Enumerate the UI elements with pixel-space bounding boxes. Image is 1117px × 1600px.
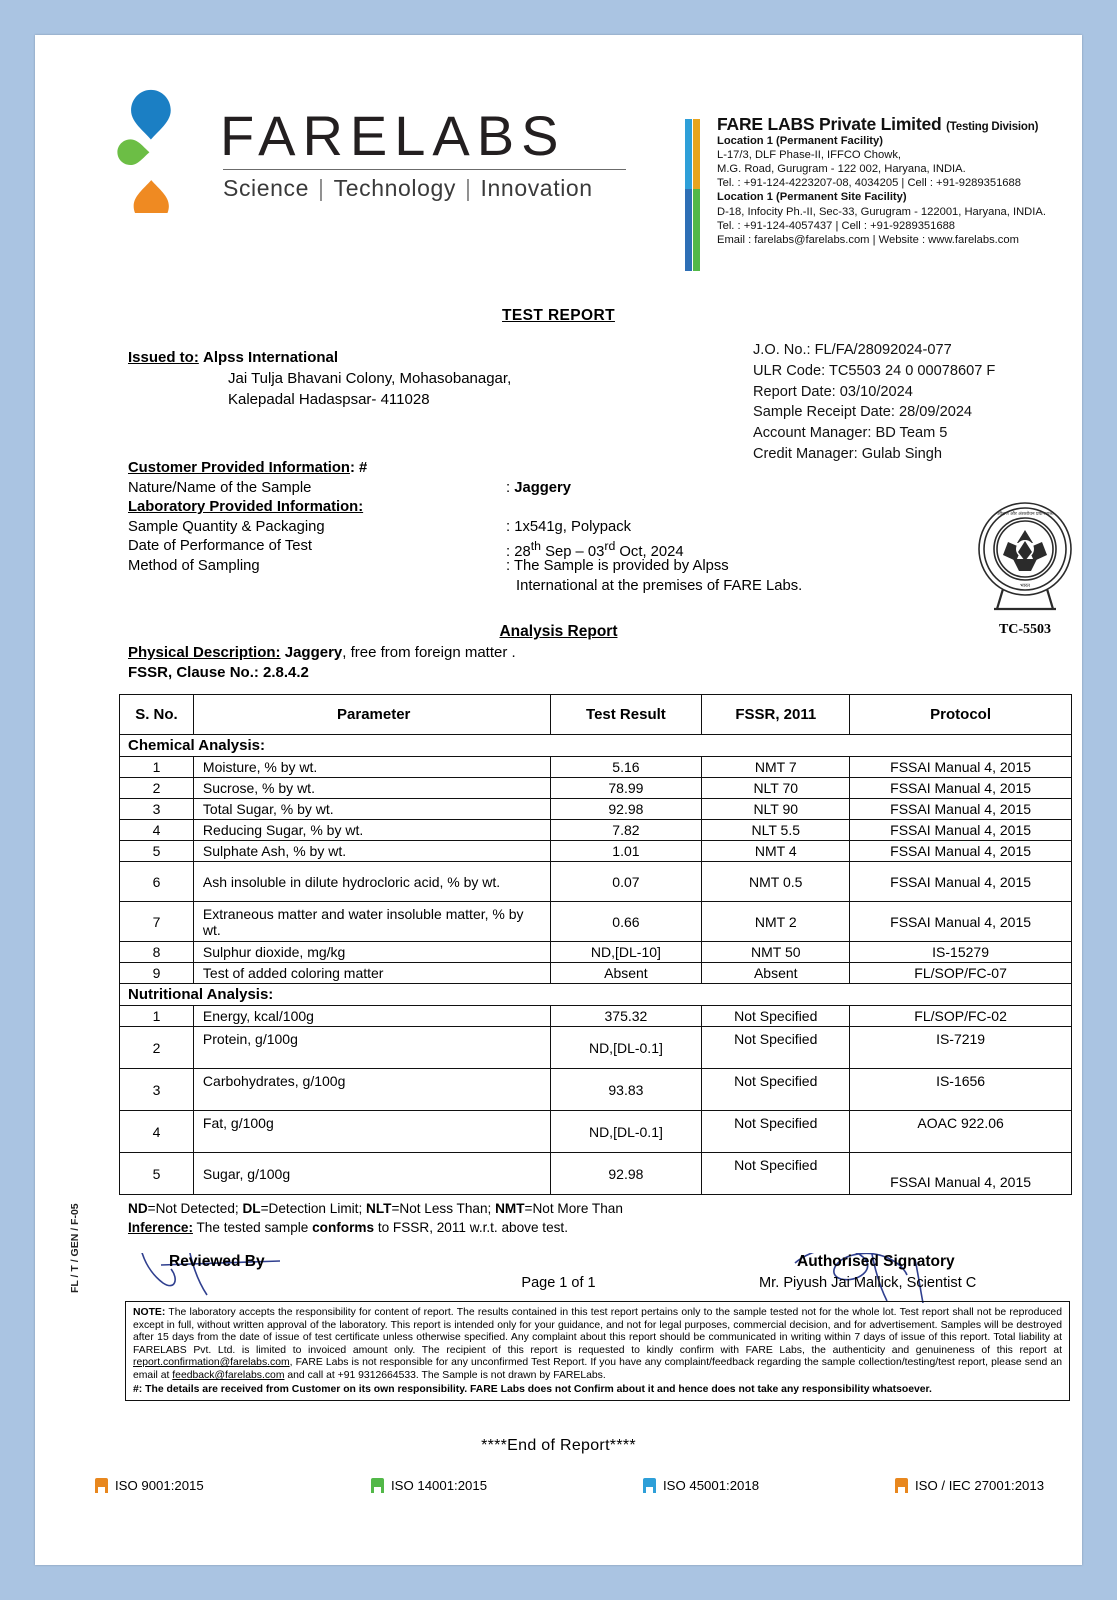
issued-to-address-line1: Jai Tulja Bhavani Colony, Mohasobanagar, xyxy=(228,370,512,387)
cell-fssr: NMT 7 xyxy=(702,757,850,778)
cell-protocol: FL/SOP/FC-02 xyxy=(850,1006,1072,1027)
company-email-website: Email : farelabs@farelabs.com | Website : www.farelabs.com xyxy=(717,233,1019,246)
cell-sno: 2 xyxy=(120,778,194,799)
signature-row xyxy=(35,1253,1082,1303)
col-header-parameter: Parameter xyxy=(193,695,550,735)
note-hash-disclaimer: #: The details are received from Customer on its own responsibility. FARE Labs does not Confirm about it and hence does not take any responsibility whatsoever. xyxy=(133,1383,932,1395)
note-body-3: and call at +91 9312664533. The Sample is not drawn by FARELabs. xyxy=(284,1369,606,1381)
cell-sno: 3 xyxy=(120,1069,194,1111)
certification-iso-27001: ISO / IEC 27001:2013 xyxy=(895,1478,1044,1493)
sample-quantity-value: : 1x541g, Polypack xyxy=(506,518,632,535)
jo-number: J.O. No.: FL/FA/28092024-077 xyxy=(753,342,952,358)
certification-iso-45001: ISO 45001:2018 xyxy=(643,1478,759,1493)
col-header-sno: S. No. xyxy=(120,695,194,735)
cell-parameter: Test of added coloring matter xyxy=(193,963,550,984)
farelabs-logo xyxy=(95,83,635,213)
cell-protocol: FSSAI Manual 4, 2015 xyxy=(850,862,1072,902)
cell-result: Absent xyxy=(550,963,702,984)
note-email-confirmation: report.confirmation@farelabs.com xyxy=(133,1357,290,1369)
signatory-name: Mr. Piyush Jai Mallick, Scientist C xyxy=(759,1275,977,1291)
cell-fssr: Absent xyxy=(702,963,850,984)
color-bars-icon xyxy=(685,119,707,271)
sample-receipt-date: Sample Receipt Date: 28/09/2024 xyxy=(753,404,973,421)
cell-fssr: Not Specified xyxy=(702,1006,850,1027)
cell-result: 375.32 xyxy=(550,1006,702,1027)
cell-parameter: Sulphate Ash, % by wt. xyxy=(193,841,550,862)
section-title-chemical: Chemical Analysis: xyxy=(120,735,1072,757)
table-header-row xyxy=(120,695,1072,735)
cell-sno: 9 xyxy=(120,963,194,984)
table-row xyxy=(120,1069,1072,1111)
company-name: FARE LABS Private Limited (Testing Division) xyxy=(717,114,1039,134)
cell-sno: 8 xyxy=(120,942,194,963)
table-row xyxy=(120,757,1072,778)
abbreviations-block xyxy=(128,1200,623,1237)
sampling-method-value-cont: International at the premises of FARE Labs. xyxy=(516,577,803,594)
table-body xyxy=(120,735,1072,1195)
cell-protocol: FSSAI Manual 4, 2015 xyxy=(850,1153,1072,1195)
location2-line1: D-18, Infocity Ph.-II, Sec-33, Gurugram - 122001, Haryana, INDIA. xyxy=(717,205,1046,218)
cell-parameter: Moisture, % by wt. xyxy=(193,757,550,778)
cell-fssr: NLT 5.5 xyxy=(702,820,850,841)
cell-protocol: IS-7219 xyxy=(850,1027,1072,1069)
logo-tagline: Science | Technology | Innovation xyxy=(223,175,593,201)
col-header-test-result: Test Result xyxy=(550,695,702,735)
issued-to-name: Alpss International xyxy=(203,349,339,366)
cell-protocol: FSSAI Manual 4, 2015 xyxy=(850,799,1072,820)
issued-to-block xyxy=(128,347,668,410)
svg-text:भारत: भारत xyxy=(1020,583,1030,589)
customer-info-heading: Customer Provided Information xyxy=(128,460,350,476)
credit-manager: Credit Manager: Gulab Singh xyxy=(753,445,943,462)
note-email-feedback: feedback@farelabs.com xyxy=(172,1369,285,1381)
note-body-2: FARE Labs is not responsible for any unconfirmed Test Report. If you have any complaint/feedback regarding the sample collection/testing/test report, please send an email at xyxy=(133,1357,1062,1381)
cell-result: 78.99 xyxy=(550,778,702,799)
table-row xyxy=(120,841,1072,862)
issued-to-label: Issued to: xyxy=(128,349,199,366)
sample-nature-label: Nature/Name of the Sample xyxy=(128,479,312,496)
table-row xyxy=(120,963,1072,984)
tagline-technology: Technology xyxy=(333,175,456,201)
reviewed-by-label: Reviewed By xyxy=(169,1253,265,1270)
cell-protocol: FSSAI Manual 4, 2015 xyxy=(850,902,1072,942)
cell-fssr: Not Specified xyxy=(702,1069,850,1111)
cell-parameter: Fat, g/100g xyxy=(193,1111,550,1153)
table-row xyxy=(120,1027,1072,1069)
certification-iso-14001: ISO 14001:2015 xyxy=(371,1478,487,1493)
analysis-report-title: Analysis Report xyxy=(499,623,618,640)
job-info-block xyxy=(753,340,995,465)
cell-fssr: Not Specified xyxy=(702,1111,850,1153)
note-label: NOTE: xyxy=(133,1307,166,1318)
location1-line1: L-17/3, DLF Phase-II, IFFCO Chowk, xyxy=(717,149,902,162)
location1-line2: M.G. Road, Gurugram - 122 002, Haryana, INDIA. xyxy=(717,163,966,176)
cell-result: ND,[DL-0.1] xyxy=(550,1027,702,1069)
cell-parameter: Sugar, g/100g xyxy=(193,1153,550,1195)
document-header xyxy=(35,35,1082,246)
logo-wordmark: FARELABS xyxy=(220,104,566,167)
issued-to-address-line2: Kalepadal Hadaspsar- 411028 xyxy=(228,391,430,408)
location2-tel: Tel. : +91-124-4057437 | Cell : +91-9289351688 xyxy=(717,219,956,232)
cell-parameter: Protein, g/100g xyxy=(193,1027,550,1069)
farelabs-petal-mark xyxy=(95,83,215,213)
table-row xyxy=(120,1111,1072,1153)
cell-parameter: Extraneous matter and water insoluble matter, % by wt. xyxy=(193,902,550,942)
sample-quantity-label: Sample Quantity & Packaging xyxy=(128,518,325,535)
cell-parameter: Energy, kcal/100g xyxy=(193,1006,550,1027)
svg-text:परीक्षण और अंशशोधन प्रयोगशाला: परीक्षण और अंशशोधन प्रयोगशाला xyxy=(996,512,1054,517)
tagline-science: Science xyxy=(223,175,310,201)
sampling-method-label: Method of Sampling xyxy=(128,557,260,574)
cell-fssr: Not Specified xyxy=(702,1153,850,1195)
nabl-seal-icon xyxy=(967,497,1083,615)
section-title-nutritional: Nutritional Analysis: xyxy=(120,984,1072,1006)
inference-line: Inference: The tested sample conforms to FSSR, 2011 w.r.t. above test. xyxy=(128,1219,568,1235)
cell-sno: 6 xyxy=(120,862,194,902)
fssr-clause: FSSR, Clause No.: 2.8.4.2 xyxy=(128,663,309,681)
end-of-report: ****End of Report**** xyxy=(481,1437,636,1454)
cell-parameter: Ash insoluble in dilute hydrocloric acid, % by wt. xyxy=(193,862,550,902)
cell-fssr: Not Specified xyxy=(702,1027,850,1069)
sample-nature-value: : Jaggery xyxy=(506,479,571,496)
cell-sno: 5 xyxy=(120,1153,194,1195)
table-row xyxy=(120,902,1072,942)
inference-label: Inference: xyxy=(128,1219,193,1235)
cell-sno: 1 xyxy=(120,1006,194,1027)
cell-sno: 5 xyxy=(120,841,194,862)
table-row xyxy=(120,1006,1072,1027)
test-date-label: Date of Performance of Test xyxy=(128,538,312,555)
table-row xyxy=(120,862,1072,902)
authorised-signatory-label: Authorised Signatory xyxy=(797,1253,955,1270)
cell-sno: 1 xyxy=(120,757,194,778)
test-date-value: : 28th Sep – 03rd Oct, 2024 xyxy=(506,539,684,561)
cell-protocol: FSSAI Manual 4, 2015 xyxy=(850,778,1072,799)
cell-sno: 7 xyxy=(120,902,194,942)
report-date: Report Date: 03/10/2024 xyxy=(753,383,913,400)
cell-protocol: IS-1656 xyxy=(850,1069,1072,1111)
lab-info-heading: Laboratory Provided Information: xyxy=(128,499,364,516)
note-body-1: The laboratory accepts the responsibility for content of report. The results contained in this test report pertains only to the sample tested not for the whole lot. Test report shall not be reproduced except in full, without written approval of the laboratory. This report is intended only for your guidance, and not for legal purposes, commercial decision, and for advertisement. Samples will be destroyed after 15 days from the date of issue of test certificate unless otherwise specified. Any complaint about this report should be communicated in writing within 7 days of issue of this report. Total liability at FARELABS Pvt. Ltd. is limited to invoiced amount only. The recipient of this report is requested to kindly confirm with FARE Labs, the authenticity and genuineness of this report at xyxy=(133,1307,1062,1356)
cell-fssr: NMT 50 xyxy=(702,942,850,963)
certifications-row xyxy=(95,1478,1055,1508)
table-row xyxy=(120,1153,1072,1195)
cell-sno: 3 xyxy=(120,799,194,820)
table-row xyxy=(120,799,1072,820)
cell-parameter: Reducing Sugar, % by wt. xyxy=(193,820,550,841)
cell-result: 92.98 xyxy=(550,1153,702,1195)
cell-sno: 4 xyxy=(120,820,194,841)
section-header-row xyxy=(120,735,1072,757)
cell-result: 0.66 xyxy=(550,902,702,942)
cell-result: ND,[DL-10] xyxy=(550,942,702,963)
page-title: TEST REPORT xyxy=(502,307,615,324)
cell-fssr: NMT 2 xyxy=(702,902,850,942)
cell-protocol: IS-15279 xyxy=(850,942,1072,963)
physical-description-label: Physical Description: xyxy=(128,644,281,661)
accreditation-code: TC-5503 xyxy=(998,622,1052,637)
abbreviation-line: ND=Not Detected; DL=Detection Limit; NLT=Not Less Than; NMT=Not More Than xyxy=(128,1201,623,1216)
account-manager: Account Manager: BD Team 5 xyxy=(753,425,948,442)
cell-result: 93.83 xyxy=(550,1069,702,1111)
form-code: FL / T / GEN / F-05 xyxy=(69,1203,81,1293)
cell-sno: 2 xyxy=(120,1027,194,1069)
physical-description-block xyxy=(128,643,516,682)
cell-result: 92.98 xyxy=(550,799,702,820)
cell-result: ND,[DL-0.1] xyxy=(550,1111,702,1153)
table-row xyxy=(120,820,1072,841)
cell-protocol: FSSAI Manual 4, 2015 xyxy=(850,757,1072,778)
sampling-method-value: : The Sample is provided by Alpss xyxy=(506,557,729,574)
cell-protocol: FL/SOP/FC-07 xyxy=(850,963,1072,984)
col-header-protocol: Protocol xyxy=(850,695,1072,735)
table-row xyxy=(120,778,1072,799)
company-address-block xyxy=(685,114,1057,247)
logo-divider xyxy=(223,169,626,170)
location1-tel: Tel. : +91-124-4223207-08, 4034205 | Cell : +91-9289351688 xyxy=(717,177,1021,190)
cell-parameter: Sucrose, % by wt. xyxy=(193,778,550,799)
cell-parameter: Total Sugar, % by wt. xyxy=(193,799,550,820)
cell-result: 5.16 xyxy=(550,757,702,778)
table-head xyxy=(120,695,1072,735)
cell-fssr: NMT 0.5 xyxy=(702,862,850,902)
location1-title: Location 1 (Permanent Facility) xyxy=(717,135,883,148)
note-block: NOTE: The laboratory accepts the responsibility for content of report. The results contained in this test report pertains only to the sample tested not for the whole lot. Test report shall not be reproduced except in full, without written approval of the laboratory. This report is intended only for your guidance, and not for legal purposes, commercial decision, and for advertisement. Samples will be destroyed after 15 days from the date of issue of test certificate unless otherwise specified. Any complaint about this report should be communicated in writing within 7 days of issue of this report. Total liability at FARELABS Pvt. Ltd. is limited to invoiced amount only. The recipient of this report is requested to kindly confirm with FARE Labs, the authenticity and genuineness of this report at report.confirmation@farelabs.com, FARE Labs is not responsible for any unconfirmed Test Report. If you have any complaint/feedback regarding the sample collection/testing/test report, please send an email at feedback@farelabs.com and call at +91 9312664533. The Sample is not drawn by FARELabs. #: The details are received from Customer on its own responsibility. FARE Labs does not Confirm about it and hence does not take any responsibility whatsoever. xyxy=(125,1301,1070,1401)
cell-result: 7.82 xyxy=(550,820,702,841)
certification-iso-9001: ISO 9001:2015 xyxy=(95,1478,204,1493)
cell-result: 0.07 xyxy=(550,862,702,902)
cell-protocol: FSSAI Manual 4, 2015 xyxy=(850,841,1072,862)
ulr-code: ULR Code: TC5503 24 0 00078607 F xyxy=(753,362,996,379)
physical-description-rest: , free from foreign matter . xyxy=(342,644,516,661)
cell-protocol: AOAC 922.06 xyxy=(850,1111,1072,1153)
sample-information-block xyxy=(128,459,988,596)
cell-sno: 4 xyxy=(120,1111,194,1153)
customer-info-hash: : # xyxy=(349,460,368,476)
tagline-innovation: Innovation xyxy=(480,175,593,201)
report-page xyxy=(35,35,1082,1565)
nabl-accreditation-seal xyxy=(967,497,1083,638)
table-row xyxy=(120,942,1072,963)
company-division: (Testing Division) xyxy=(946,121,1039,133)
cell-parameter: Sulphur dioxide, mg/kg xyxy=(193,942,550,963)
cell-result: 1.01 xyxy=(550,841,702,862)
physical-description-bold: Jaggery xyxy=(284,644,343,661)
cell-parameter: Carbohydrates, g/100g xyxy=(193,1069,550,1111)
location2-title: Location 1 (Permanent Site Facility) xyxy=(717,191,907,204)
page-number: Page 1 of 1 xyxy=(521,1275,596,1291)
cell-fssr: NMT 4 xyxy=(702,841,850,862)
cell-fssr: NLT 70 xyxy=(702,778,850,799)
cell-protocol: FSSAI Manual 4, 2015 xyxy=(850,820,1072,841)
cell-fssr: NLT 90 xyxy=(702,799,850,820)
analysis-results-table xyxy=(119,694,1072,1195)
col-header-fssr: FSSR, 2011 xyxy=(702,695,850,735)
section-header-row xyxy=(120,984,1072,1006)
